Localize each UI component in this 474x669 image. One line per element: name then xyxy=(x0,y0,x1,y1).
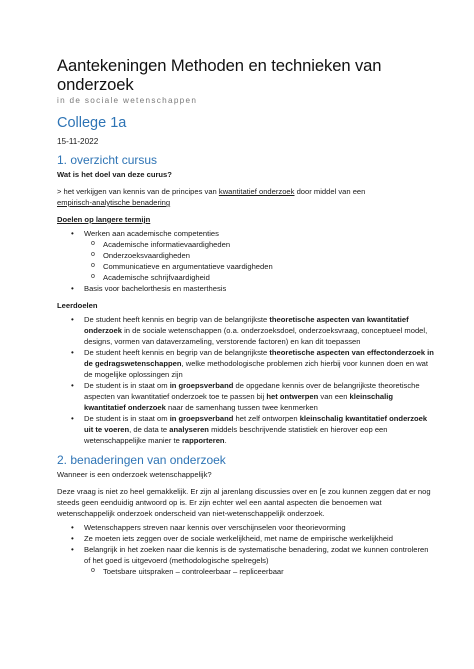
goals-list xyxy=(57,228,434,294)
list-item: o Onderzoeksvaardigheden xyxy=(103,250,434,261)
document-title: Aantekeningen Methoden en technieken van onderzoek xyxy=(57,56,382,94)
answer-prefix: > het verkijgen van kennis van de principes van xyxy=(57,187,219,196)
document-date: 15-11-2022 xyxy=(57,137,99,146)
section2-paragraph: Deze vraag is niet zo heel gemakkelijk. Er zijn al jarenlang discussies over en [e zou kunnen zeggen dat er nog steeds geen eenduidig antwoord op is. Er zijn echter wel een aantal aspecten die benoemen wat wetenschappelijk onderzoek onderscheid van niet-wetenschappelijk onderzoek. xyxy=(57,487,431,518)
section2-list xyxy=(57,522,434,577)
list-item: • Basis voor bachelorthesis en masterthesis xyxy=(84,283,434,294)
section2-sublist xyxy=(84,566,434,577)
list-item: • De student heeft kennis en begrip van de belangrijkste theoretische aspecten van effectonderzoek in de gedragswetenschappen, welke methodologische problemen zich hierbij voor kunnen doen en wat de mogelijke oplossingen zijn xyxy=(84,347,434,380)
learning-list xyxy=(57,314,434,446)
answer-link-empirical[interactable]: empirisch-analytische benadering xyxy=(57,198,171,207)
list-item: • Wetenschappers streven naar kennis over verschijnselen voor theorievorming xyxy=(84,522,434,533)
goals-heading: Doelen op langere termijn xyxy=(57,215,151,224)
list-item: o Academische schrijfvaardigheid xyxy=(103,272,434,283)
learning-heading: Leerdoelen xyxy=(57,301,98,310)
list-item: • De student heeft kennis en begrip van de belangrijkste theoretische aspecten van kwantitatief onderzoek in de sociale wetenschappen (o.a. onderzoeksdoel, onderzoeksvraag, conceptueel model, designs, vormen van dataverzameling, verstorende factoren) en kan dit toepassen xyxy=(84,314,434,347)
list-item: • Belangrijk in het zoeken naar die kennis is de systematische benadering, zodat we kunnen controleren of het goed is uitgevoerd (methodologische spelregels) o Toetsbare uitspraken – controleerbaar – repliceerbaar xyxy=(84,544,434,577)
section2-heading: 2. benaderingen van onderzoek xyxy=(57,453,226,467)
list-item: • Werken aan academische competenties o Academische informatievaardigheden o Onderzoeksvaardigheden o Communicatieve en argumentatieve vaardigheden o Academische schrijfvaardigheid xyxy=(84,228,434,283)
list-item: • De student is in staat om in groepsverband de opgedane kennis over de belangrijkste theoretische aspecten van kwantitatief onderzoek toe te passen bij het ontwerpen van een kleinschalig kwantitatief onderzoek naar de samenhang tussen twee kenmerken xyxy=(84,380,434,413)
document-subtitle: in de sociale wetenschappen xyxy=(57,96,198,105)
section1-question: Wat is het doel van deze curus? xyxy=(57,170,172,179)
answer-link-quantitative[interactable]: kwantitatief onderzoek xyxy=(218,187,295,196)
list-item: o Academische informatievaardigheden xyxy=(103,239,434,250)
list-item: o Toetsbare uitspraken – controleerbaar – repliceerbaar xyxy=(103,566,434,577)
list-item: • Ze moeten iets zeggen over de sociale werkelijkheid, met name de empirische werkelijkheid xyxy=(84,533,434,544)
section2-question: Wanneer is een onderzoek wetenschappelijk? xyxy=(57,470,212,479)
competencies-list xyxy=(84,239,434,283)
list-item: o Communicatieve en argumentatieve vaardigheden xyxy=(103,261,434,272)
college-heading: College 1a xyxy=(57,115,127,131)
answer-mid: door middel van een xyxy=(294,187,366,196)
section1-answer xyxy=(57,186,434,208)
list-item: • De student is in staat om in groepsverband het zelf ontworpen kleinschalig kwantitatief onderzoek uit te voeren, de data te analyseren middels beschrijvende statistiek en hierover eop een wetenschappelijke manier te rapporteren. xyxy=(84,413,434,446)
section1-heading: 1. overzicht cursus xyxy=(57,153,158,167)
